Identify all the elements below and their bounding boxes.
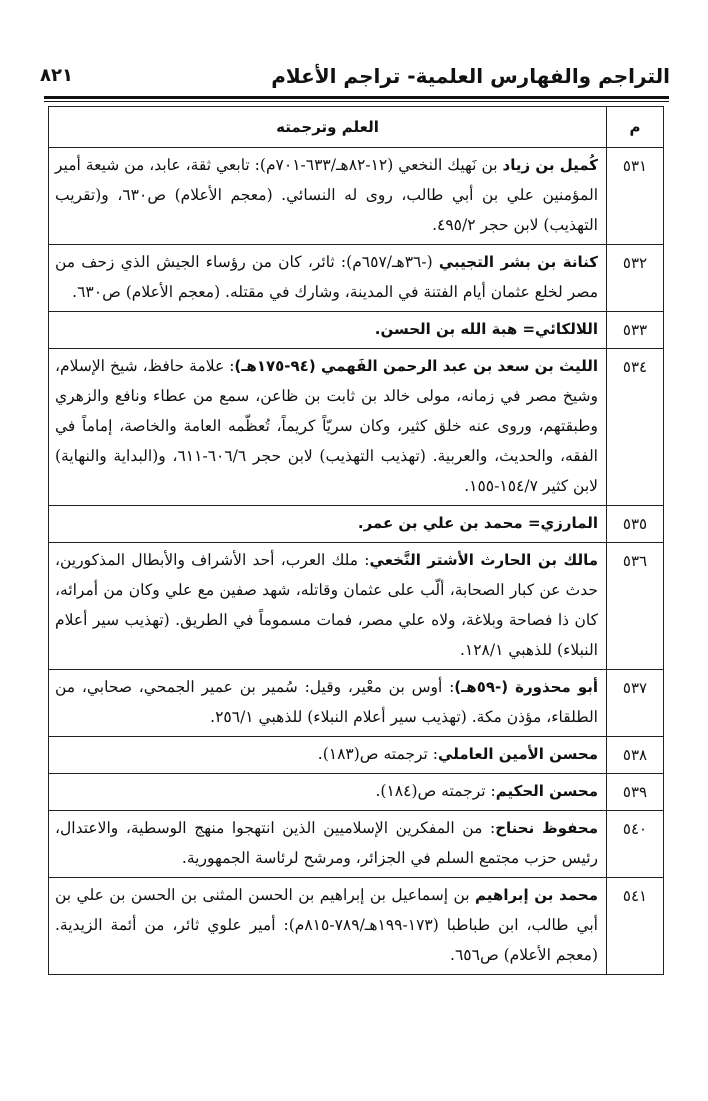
person-name: محفوظ نحناح [495, 819, 599, 837]
person-name: محسن الأمين العاملي [438, 745, 598, 763]
person-name: محمد بن إبراهيم [475, 886, 598, 904]
person-name: المارزي= محمد بن علي بن عمر. [357, 514, 598, 532]
entry-biography [49, 811, 607, 878]
column-header-entry: العلم وترجمته [49, 107, 607, 148]
table-row [49, 148, 664, 245]
table-row [49, 774, 664, 811]
entry-number: ٥٣١ [607, 148, 664, 245]
entry-number: ٥٣٨ [607, 737, 664, 774]
entry-biography [49, 148, 607, 245]
entry-biography [49, 670, 607, 737]
entry-number: ٥٣٥ [607, 506, 664, 543]
person-name: كنانة بن بشر التجيبي [438, 253, 598, 271]
entry-biography [49, 349, 607, 506]
entry-number: ٥٤١ [607, 878, 664, 975]
biographies-table [48, 106, 664, 975]
entry-number: ٥٣٢ [607, 245, 664, 312]
biography-text: : ترجمته ص(١٨٤). [375, 782, 496, 800]
table-row [49, 811, 664, 878]
entry-biography [49, 774, 607, 811]
entry-number: ٥٣٣ [607, 312, 664, 349]
entry-biography [49, 312, 607, 349]
person-name: اللالكائي= هبة الله بن الحسن. [374, 320, 598, 338]
biography-text: بن نَهيك النخعي (١٢-٨٢هـ/٦٣٣-٧٠١م): تابعي ثقة، عابد، من شيعة أمير المؤمنين علي بن أبي طالب، روى له النسائي. (معجم الأعلام) ص٦٣٠، و(تقريب التهذيب) لابن حجر ٤٩٥/٢. [55, 156, 599, 234]
table-row [49, 349, 664, 506]
biography-text: : أوس بن معْير، وقيل: سُمير بن عمير الجمحي، صحابي، من الطلقاء، مؤذن مكة. (تهذيب سير أعلام النبلاء) للذهبي ٢٥٦/١. [55, 678, 598, 726]
entry-number: ٥٣٩ [607, 774, 664, 811]
table-header-row [49, 107, 664, 148]
table-row [49, 506, 664, 543]
person-name: كُميل بن زياد [502, 156, 598, 174]
biography-text: : من المفكرين الإسلاميين الذين انتهجوا منهج الوسطية، والاعتدال، رئيس حزب مجتمع السلم في الجزائر، ومرشح لرئاسة الجمهورية. [55, 819, 598, 867]
biography-text: (-٣٦هـ/٦٥٧م): ثائر، كان من رؤساء الجيش الذي زحف من مصر لخلع عثمان أيام الفتنة في المدينة، وشارك في مقتله. (معجم الأعلام) ص٦٣٠. [55, 253, 598, 301]
entry-biography [49, 878, 607, 975]
entry-number: ٥٣٤ [607, 349, 664, 506]
page-number: ٨٢١ [40, 65, 73, 86]
entry-number: ٥٤٠ [607, 811, 664, 878]
table-row [49, 245, 664, 312]
table-row [49, 543, 664, 670]
biography-text: بن إسماعيل بن إبراهيم بن الحسن المثنى بن الحسن بن علي بن أبي طالب، ابن طباطبا (١٧٣-١٩٩هـ/٧٨٩-٨١٥م): أمير علوي ثائر، من أئمة الزيدية. (معجم الأعلام) ص٦٥٦. [55, 886, 598, 964]
biography-text: : ملك العرب، أحد الأشراف والأبطال المذكورين، حدث عن كبار الصحابة، ألّب على عثمان وقاتله، شهد صفين مع علي وكان من أمرائه، كان ذا فصاحة وبلاغة، ولاه علي مصر، فمات مسموماً في الطريق. (تهذيب سير أعلام النبلاء) للذهبي ١٢٨/١. [55, 551, 598, 659]
biography-text: : علامة حافظ، شيخ الإسلام، وشيخ مصر في زمانه، مولى خالد بن ثابت بن ظاعن، سمع من عطاء ونافع والزهري وطبقتهم، وروى عنه خلق كثير، وكان سريّاً كريماً، تُعظّمه العامة والخاصة، إماماً في الفقه، والحديث، والعربية. (تهذيب التهذيب) لابن حجر ٦٠٦/٦-٦١١، و(البداية والنهاية) لابن كثير ١٥٤/٧-١٥٥. [55, 357, 598, 495]
person-name: الليث بن سعد بن عبد الرحمن الفَهمي (٩٤-١٧٥هـ) [234, 357, 598, 375]
entry-biography [49, 506, 607, 543]
table-row [49, 312, 664, 349]
column-header-number: م [607, 107, 664, 148]
entry-biography [49, 737, 607, 774]
header-title: التراجم والفهارس العلمية- تراجم الأعلام [271, 64, 670, 88]
header-rule-thin [44, 101, 669, 102]
entry-biography [49, 245, 607, 312]
person-name: مالك بن الحارث الأشتر النَّخعي [369, 551, 598, 569]
header-rule [44, 96, 669, 99]
table-body [49, 148, 664, 975]
table-row [49, 670, 664, 737]
biography-text: : ترجمته ص(١٨٣). [317, 745, 439, 763]
entry-biography [49, 543, 607, 670]
table-row [49, 737, 664, 774]
person-name: أبو محذورة (-٥٩هـ) [454, 678, 598, 696]
person-name: محسن الحكيم [495, 782, 598, 800]
table-row [49, 878, 664, 975]
entry-number: ٥٣٧ [607, 670, 664, 737]
entry-number: ٥٣٦ [607, 543, 664, 670]
running-header [40, 62, 670, 94]
